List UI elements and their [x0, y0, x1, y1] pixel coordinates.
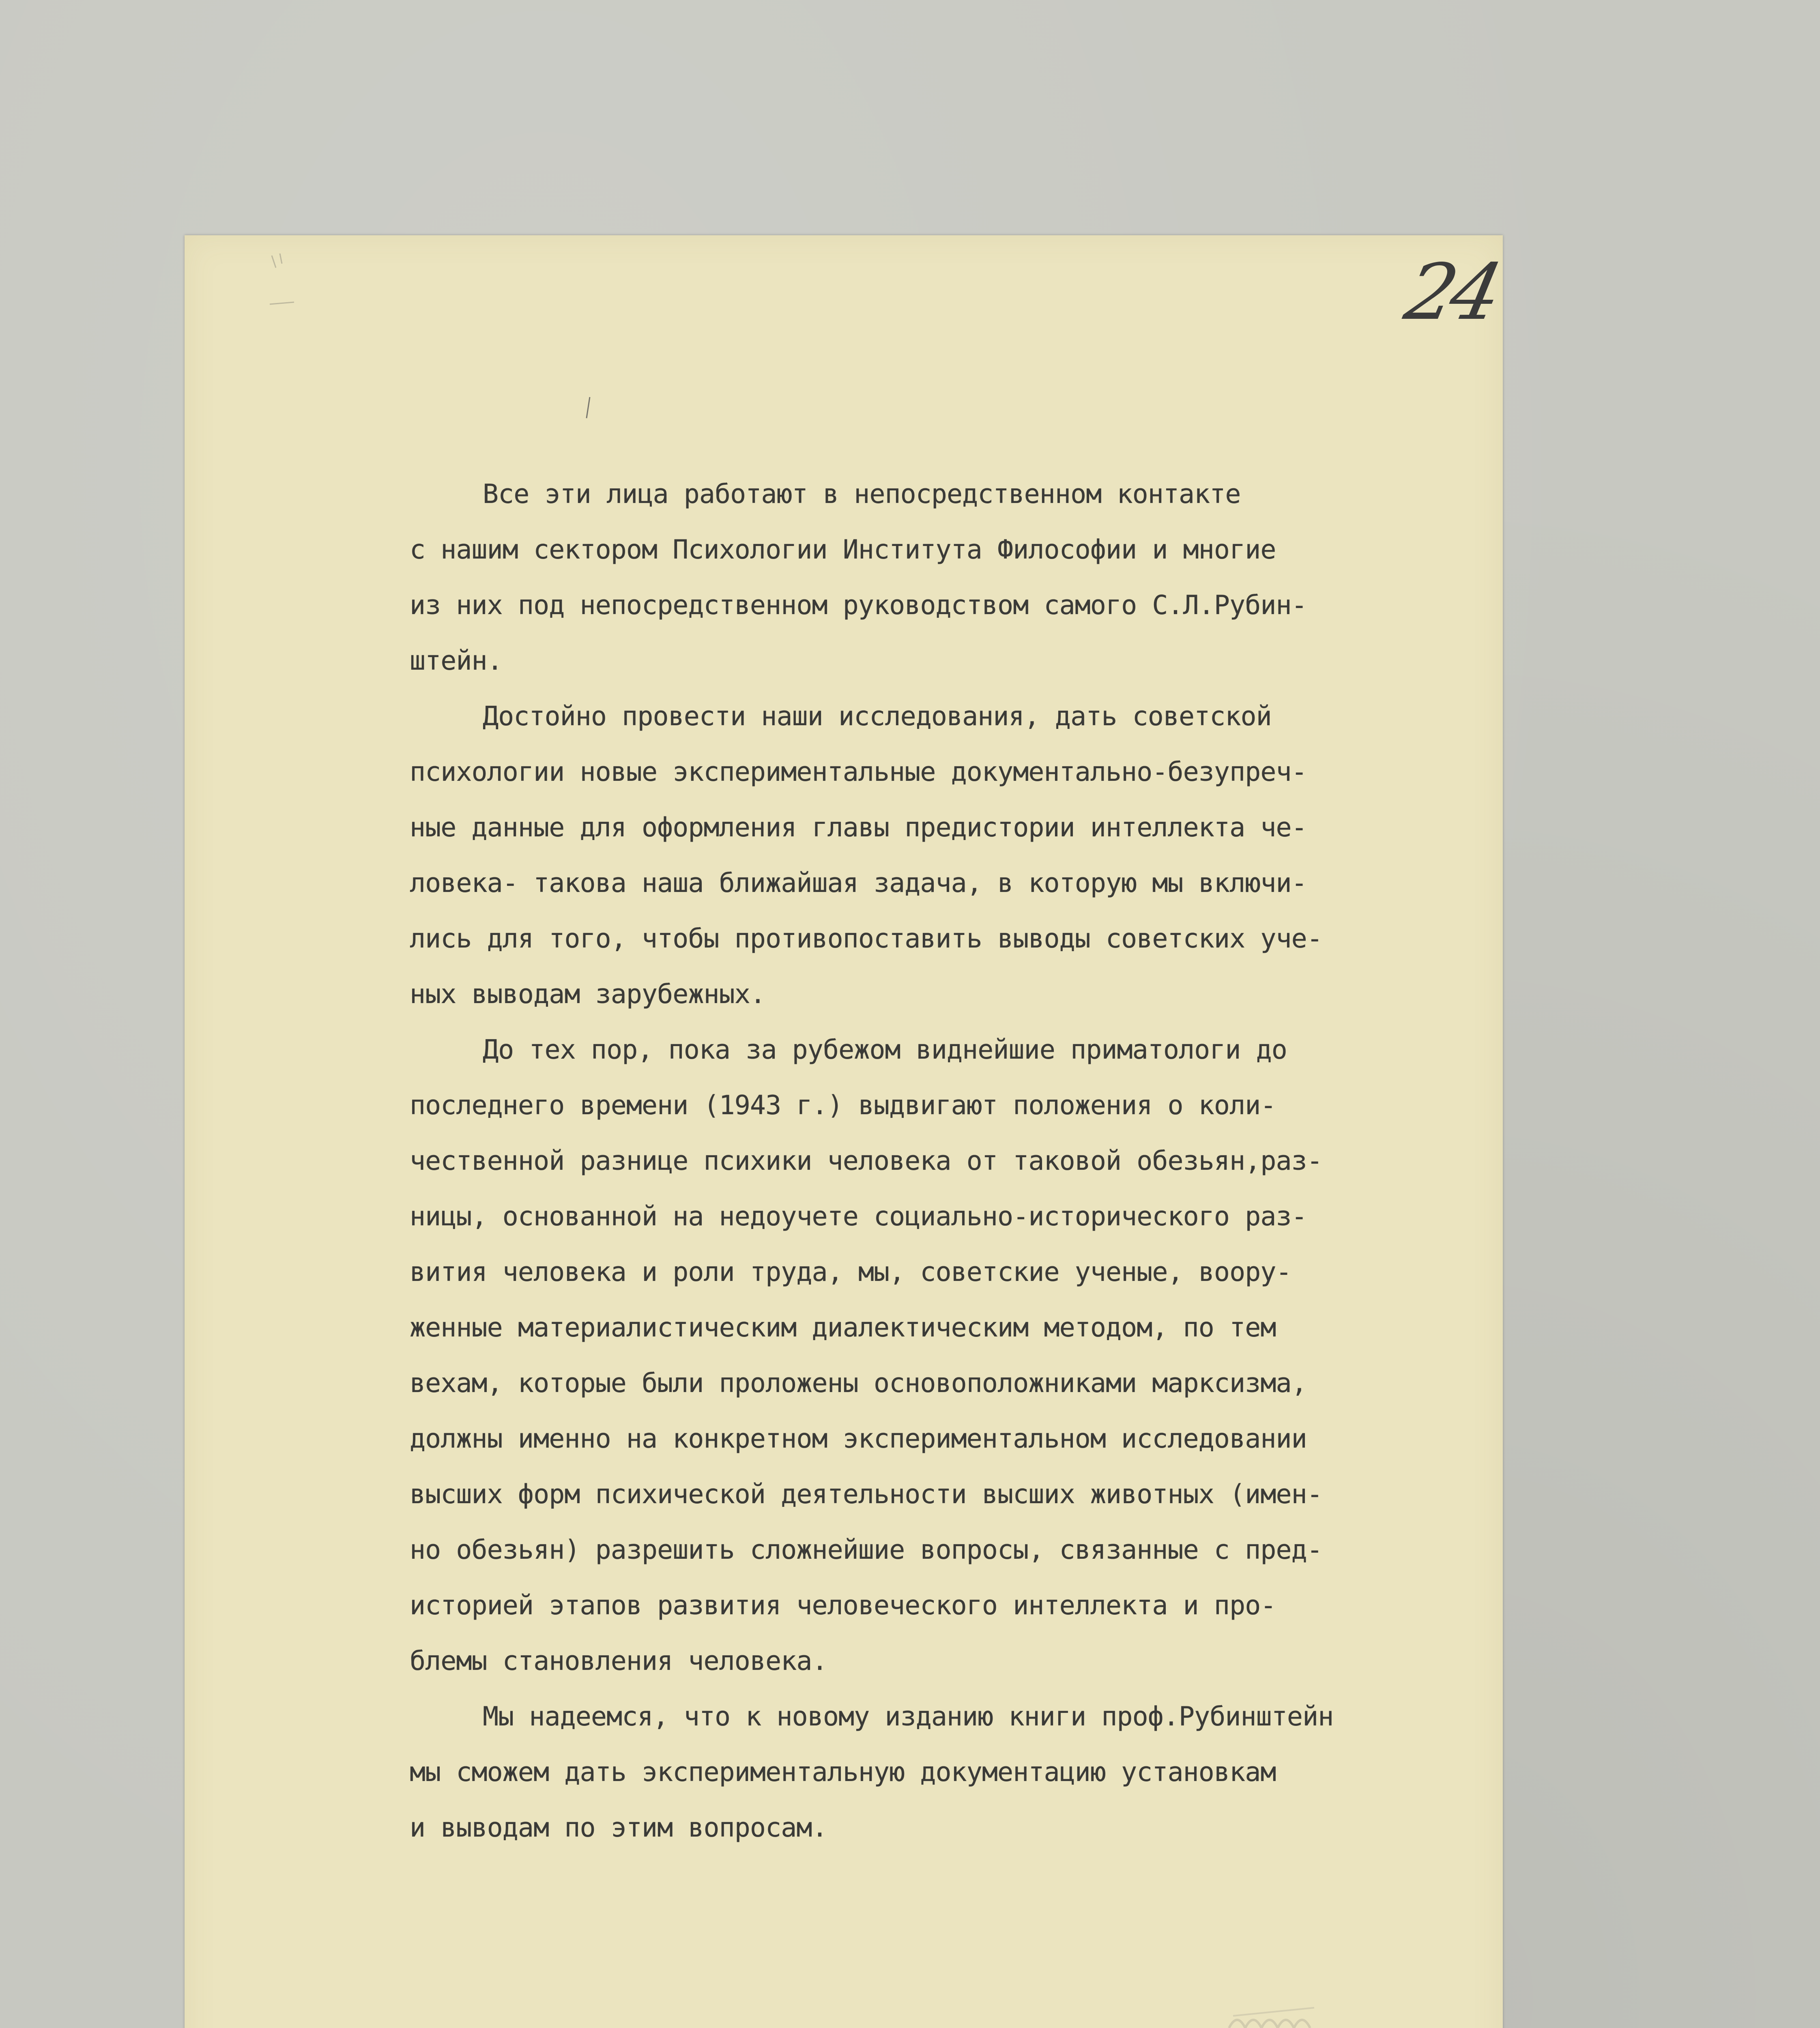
paragraph-3-line-3: чественной разнице психики человека от таковой обезьян,раз-	[410, 1146, 1322, 1176]
paragraph-1-line-3: из них под непосредственном руководством самого С.Л.Рубин-	[410, 590, 1307, 621]
paragraph-3-line-12: блемы становления человека.	[410, 1646, 827, 1676]
paragraph-3-line-8: должны именно на конкретном экспериментальном исследовании	[410, 1424, 1307, 1454]
paragraph-2-line-2: психологии новые экспериментальные документально-безупреч-	[410, 757, 1307, 787]
paragraph-4-line-3: и выводам по этим вопросам.	[410, 1813, 827, 1843]
paragraph-3-line-11: историей этапов развития человеческого интеллекта и про-	[410, 1590, 1276, 1621]
paragraph-3-line-7: вехам, которые были проложены основоположниками марксизма,	[410, 1368, 1307, 1399]
paragraph-1-line-4: штейн.	[410, 646, 503, 676]
paragraph-2-line-6: ных выводам зарубежных.	[410, 979, 766, 1010]
faint-archive-stamp	[1225, 2000, 1330, 2028]
paragraph-1-line-1: Все эти лица работают в непосредственном контакте	[483, 479, 1241, 509]
paragraph-3-line-10: но обезьян) разрешить сложнейшие вопросы, связанные с пред-	[410, 1535, 1322, 1565]
paragraph-1-line-2: с нашим сектором Психологии Института Философии и многие	[410, 535, 1276, 565]
paragraph-3-line-4: ницы, основанной на недоучете социально-исторического раз-	[410, 1201, 1307, 1232]
handwritten-page-number: 24	[1398, 247, 1506, 337]
paragraph-4-line-2: мы сможем дать экспериментальную документацию установкам	[410, 1757, 1276, 1787]
paragraph-2-line-1: Достойно провести наши исследования, дать советской	[483, 701, 1272, 732]
paragraph-2-line-5: лись для того, чтобы противопоставить выводы советских уче-	[410, 924, 1322, 954]
pencil-tick-mark	[584, 395, 592, 420]
margin-pencil-mark	[264, 251, 312, 316]
paragraph-3-line-9: высших форм психической деятельности высших животных (имен-	[410, 1479, 1322, 1510]
paragraph-2-line-4: ловека- такова наша ближайшая задача, в которую мы включи-	[410, 868, 1307, 898]
paragraph-3-line-1: До тех пор, пока за рубежом виднейшие приматологи до	[483, 1035, 1287, 1065]
paragraph-3-line-5: вития человека и роли труда, мы, советские ученые, воору-	[410, 1257, 1291, 1287]
paragraph-4-line-1: Мы надеемся, что к новому изданию книги проф.Рубинштейн	[483, 1701, 1334, 1732]
paragraph-2-line-3: ные данные для оформления главы предистории интеллекта че-	[410, 812, 1307, 843]
paragraph-3-line-6: женные материалистическим диалектическим методом, по тем	[410, 1313, 1276, 1343]
document-body	[410, 466, 1472, 1856]
paragraph-3-line-2: последнего времени (1943 г.) выдвигают положения о коли-	[410, 1090, 1276, 1121]
